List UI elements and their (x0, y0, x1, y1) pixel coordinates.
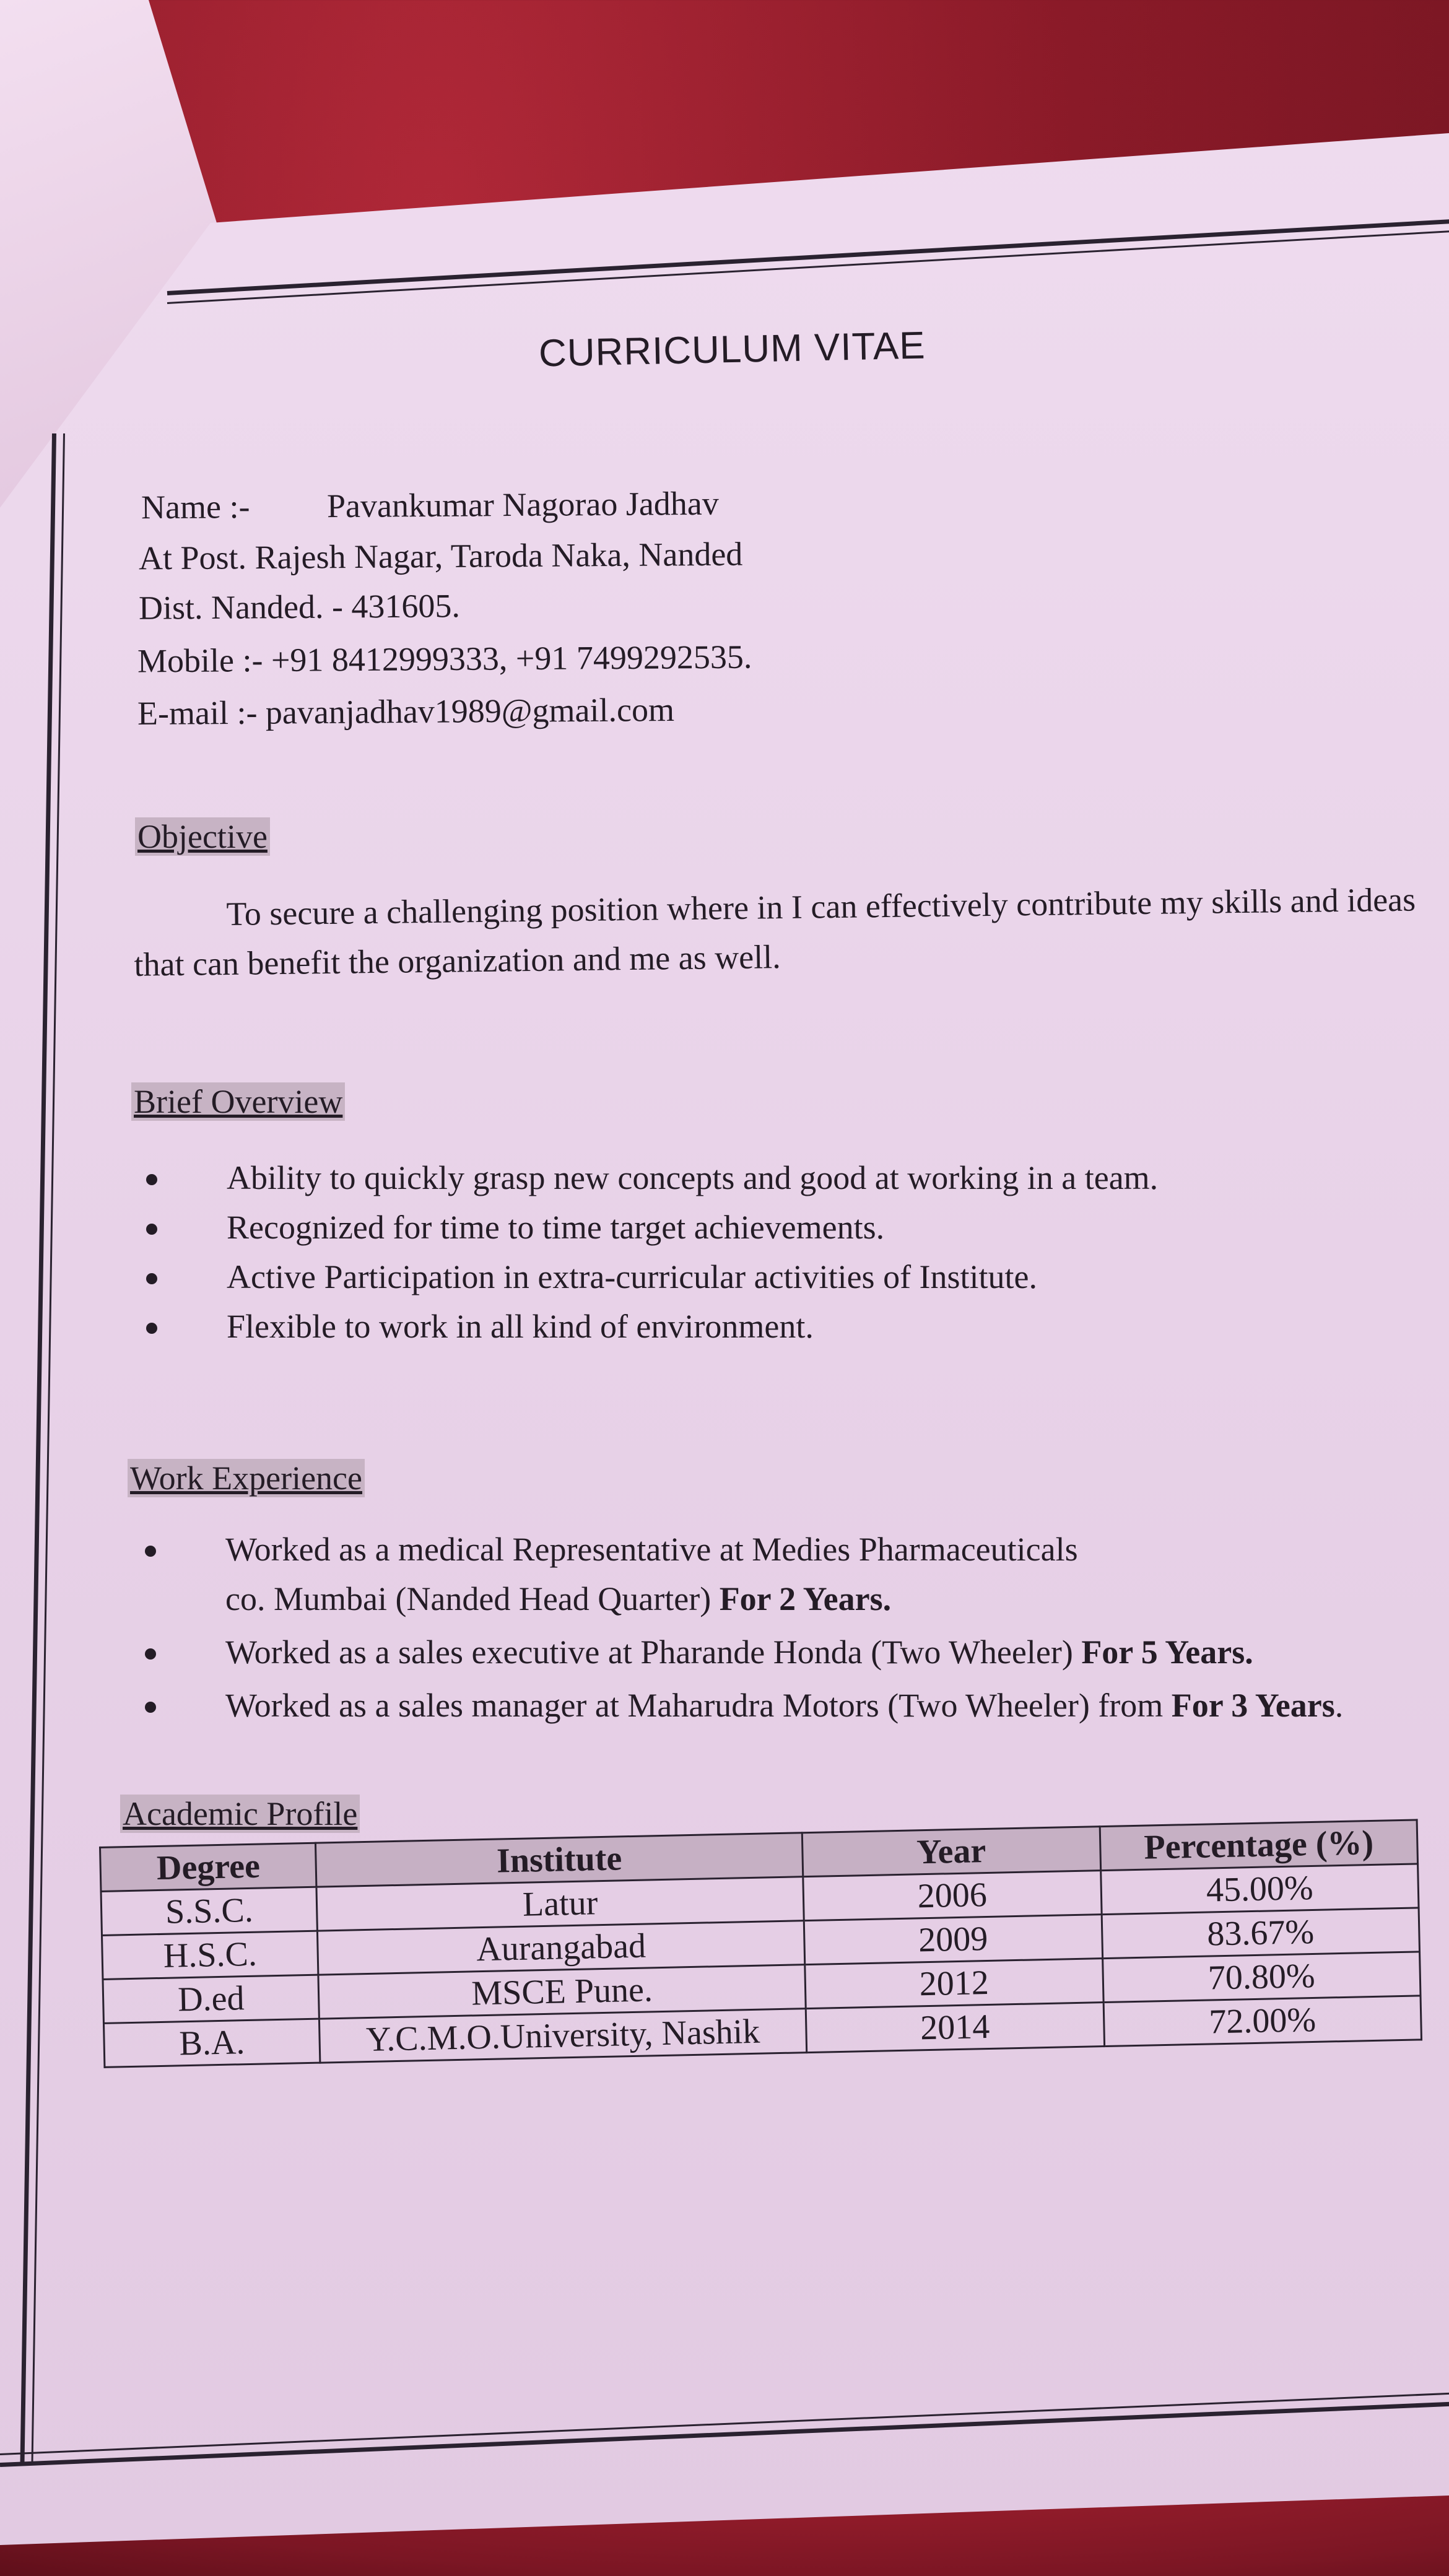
experience-text: . (1334, 1687, 1344, 1724)
list-item (133, 1525, 1343, 1624)
table-cell: 83.67% (1102, 1908, 1420, 1959)
email-line: E-mail :- pavanjadhav1989@gmail.com (137, 690, 675, 733)
academic-table (99, 1819, 1422, 2068)
experience-duration: For 5 Years. (1081, 1634, 1253, 1671)
document-title: CURRICULUM VITAE (538, 324, 926, 375)
table-cell: MSCE Pune. (318, 1965, 806, 2019)
table-cell: 2012 (805, 1959, 1103, 2009)
column-header: Year (802, 1827, 1100, 1877)
experience-duration: For 3 Years (1171, 1687, 1335, 1724)
contact-name-line (141, 484, 719, 527)
experience-text: co. Mumbai (Nanded Head Quarter) (225, 1580, 720, 1617)
list-item (133, 1627, 1343, 1677)
objective-text: To secure a challenging position where in I can effectively contribute my skills and ideas that can benefit the organization and me as well. (134, 881, 1416, 983)
table-cell: 2009 (804, 1915, 1102, 1965)
list-item: Active Participation in extra-curricular activities of Institute. (134, 1252, 1158, 1302)
table-cell: 72.00% (1103, 1996, 1422, 2047)
table-cell: H.S.C. (102, 1931, 319, 1979)
overview-list (134, 1153, 1158, 1351)
academic-profile-heading: Academic Profile (120, 1795, 360, 1833)
address-line-1: At Post. Rajesh Nagar, Taroda Naka, Nanded (138, 535, 743, 577)
table-cell: Aurangabad (318, 1921, 805, 1975)
list-item: Flexible to work in all kind of environment. (134, 1302, 1158, 1351)
column-header: Percentage (%) (1100, 1820, 1418, 1871)
list-item: Ability to quickly grasp new concepts and good at working in a team. (134, 1153, 1158, 1203)
mobile-line: Mobile :- +91 8412999333, +91 7499292535. (137, 638, 752, 680)
experience-text: Worked as a medical Representative at Medies Pharmaceuticals (225, 1531, 1078, 1568)
address-line-2: Dist. Nanded. - 431605. (138, 587, 461, 627)
experience-duration: For 2 Years. (719, 1580, 892, 1617)
experience-text: Worked as a sales executive at Pharande Honda (Two Wheeler) (225, 1634, 1082, 1671)
table-cell: S.S.C. (101, 1887, 318, 1935)
experience-list (133, 1525, 1343, 1734)
work-experience-heading: Work Experience (128, 1459, 365, 1497)
candidate-name: Pavankumar Nagorao Jadhav (326, 484, 719, 525)
table-cell: Y.C.M.O.University, Nashik (320, 2009, 807, 2063)
name-label: Name :- (141, 488, 250, 526)
overview-heading: Brief Overview (131, 1082, 345, 1121)
list-item: Recognized for time to time target achievements. (134, 1203, 1158, 1252)
objective-heading: Objective (135, 817, 270, 856)
table-cell: 2006 (803, 1871, 1102, 1921)
table-cell: 70.80% (1102, 1952, 1421, 2003)
list-item (133, 1681, 1343, 1730)
table-cell: D.ed (103, 1975, 320, 2023)
table-cell: Latur (316, 1877, 804, 1931)
table-cell: 2014 (806, 2003, 1104, 2053)
experience-text: Worked as a sales manager at Maharudra Motors (Two Wheeler) from (225, 1687, 1172, 1724)
column-header: Institute (316, 1833, 803, 1887)
table-cell: 45.00% (1100, 1864, 1419, 1915)
column-header: Degree (100, 1843, 317, 1891)
table-cell: B.A. (103, 2019, 320, 2067)
